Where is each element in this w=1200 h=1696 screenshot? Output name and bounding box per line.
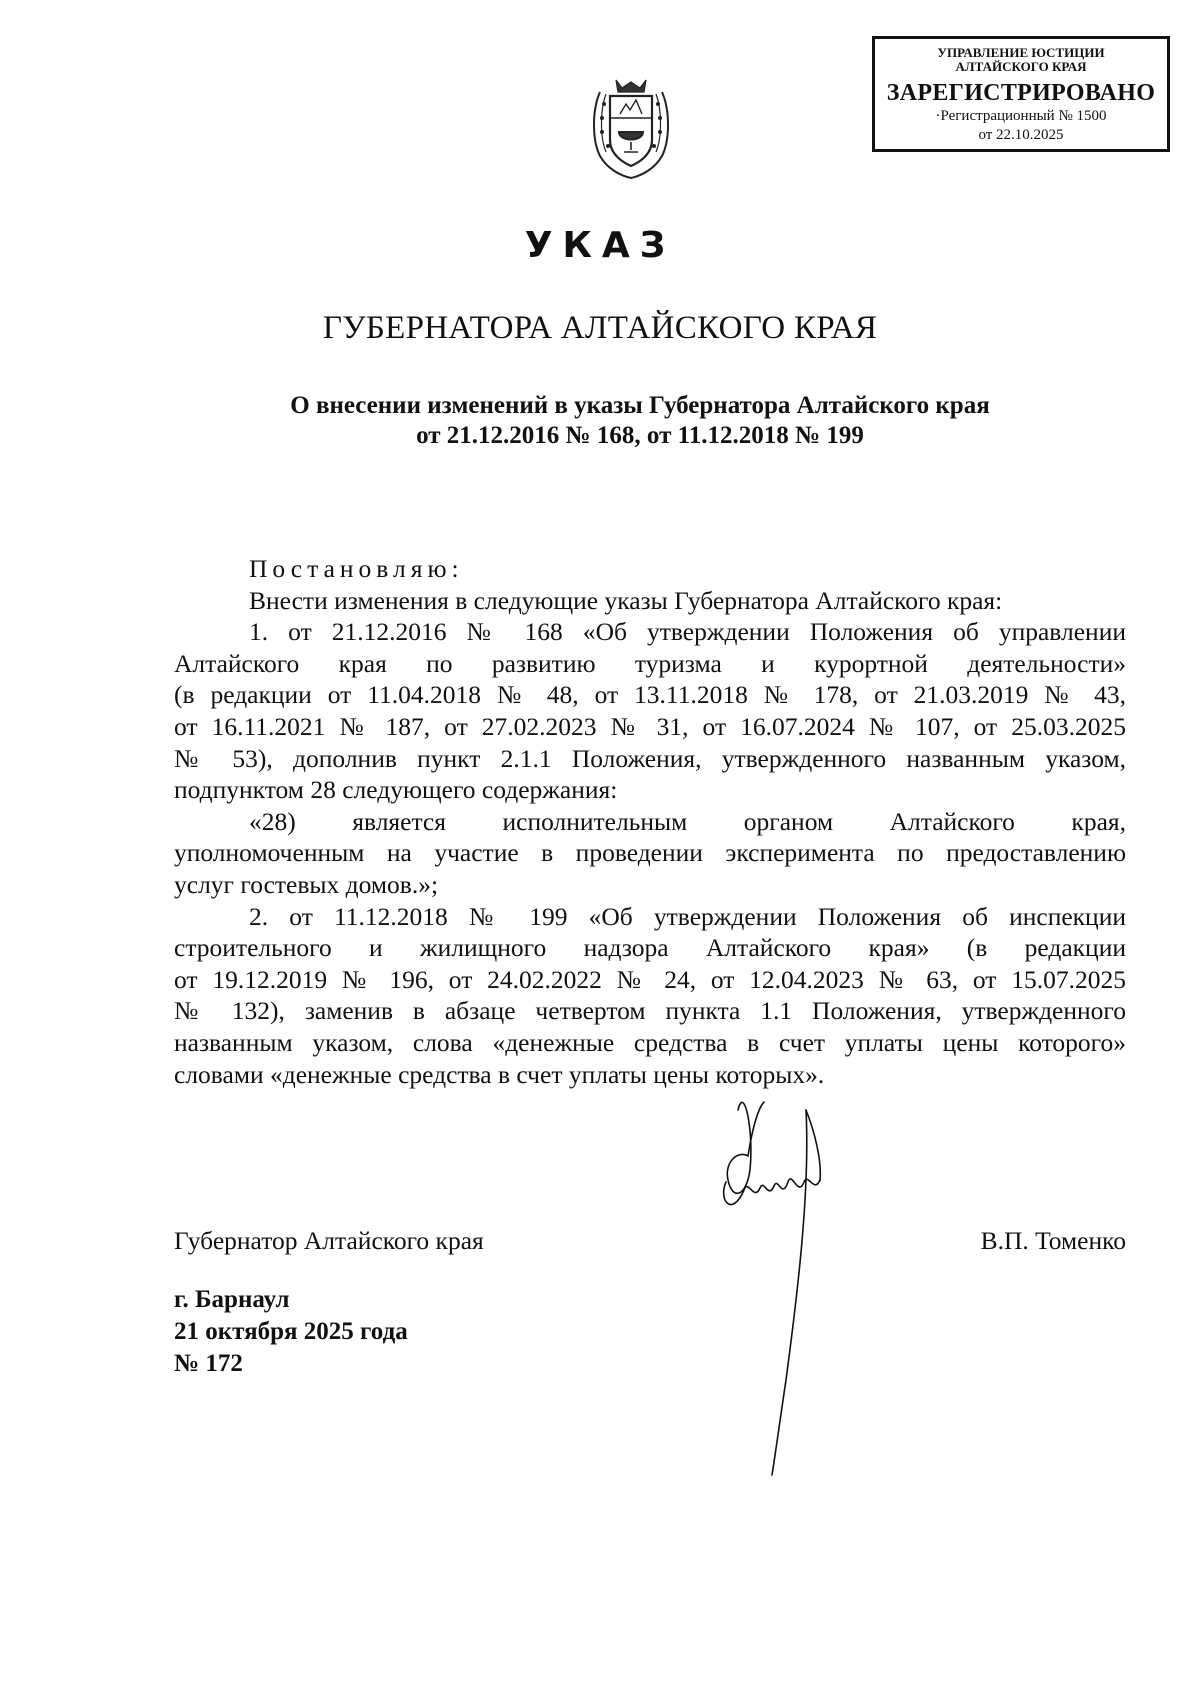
item-2	[174, 901, 1126, 1091]
subject-line-1: О внесении изменений в указы Губернатора Алтайского края	[290, 392, 990, 419]
item2-line: № 132), заменив в абзаце четвертом пункта 1.1 Положения, утвержденного	[174, 996, 1126, 1026]
stamp-reg-date: от 22.10.2025	[978, 127, 1064, 143]
stamp-org-line1: УПРАВЛЕНИЕ ЮСТИЦИИ	[937, 45, 1105, 60]
signer-name: В.П. Томенко	[980, 1226, 1126, 1255]
coat-of-arms-icon	[586, 70, 676, 182]
document-body	[174, 553, 1126, 1090]
item2-line: 2. от 11.12.2018 № 199 «Об утверждении Положения об инспекции	[249, 901, 1126, 931]
quote-line: услуг гостевых домов.»;	[174, 869, 439, 899]
document-type: УКАЗ	[524, 225, 676, 266]
quoted-subpoint	[174, 806, 1126, 901]
quote-line: уполномоченным на участие в проведении эксперимента по предоставлению	[174, 838, 1126, 868]
item2-line: строительного и жилищного надзора Алтайского края» (в редакции	[174, 933, 1126, 963]
item2-line: названным указом, слова «денежные средства в счет уплаты цены которого»	[174, 1027, 1126, 1057]
intro-paragraph: Внести изменения в следующие указы Губернатора Алтайского края:	[249, 585, 1003, 615]
item1-line: (в редакции от 11.04.2018 № 48, от 13.11.2018 № 178, от 21.03.2019 № 43,	[174, 680, 1126, 710]
item2-line: словами «денежные средства в счет уплаты цены которых».	[174, 1059, 825, 1089]
place-date-number	[174, 1284, 408, 1380]
subject-line-2: от 21.12.2016 № 168, от 11.12.2018 № 199	[416, 422, 864, 449]
quote-line: «28) является исполнительным органом Алтайского края,	[249, 806, 1126, 836]
item1-line: от 16.11.2021 № 187, от 27.02.2023 № 31, от 16.07.2024 № 107, от 25.03.2025	[174, 711, 1126, 741]
item1-line: № 53), дополнив пункт 2.1.1 Положения, утвержденного названным указом,	[174, 743, 1126, 773]
item1-line: Алтайского края по развитию туризма и курортной деятельности»	[174, 648, 1126, 678]
item1-line: 1. от 21.12.2016 № 168 «Об утверждении Положения об управлении	[249, 617, 1126, 647]
item1-line: подпунктом 28 следующего содержания:	[174, 775, 618, 805]
decree-word: Постановляю:	[249, 554, 464, 583]
issue-city: г. Барнаул	[174, 1286, 290, 1313]
handwritten-signature-icon	[688, 1090, 858, 1480]
stamp-org-line2: АЛТАЙСКОГО КРАЯ	[955, 59, 1087, 74]
stamp-reg-number: ·Регистрационный № 1500	[935, 108, 1107, 124]
item2-line: от 19.12.2019 № 196, от 24.02.2022 № 24, от 12.04.2023 № 63, от 15.07.2025	[174, 964, 1126, 994]
stamp-organization	[875, 46, 1167, 74]
signer-title: Губернатор Алтайского края	[174, 1226, 484, 1255]
stamp-status: ЗАРЕГИСТРИРОВАНО	[886, 80, 1156, 106]
registration-stamp	[872, 36, 1170, 152]
decree-number: № 172	[174, 1350, 243, 1377]
document-subject	[200, 391, 1080, 451]
issue-date: 21 октября 2025 года	[174, 1318, 408, 1345]
item-1	[174, 616, 1126, 806]
issuer-title: ГУБЕРНАТОРА АЛТАЙСКОГО КРАЯ	[322, 310, 878, 346]
